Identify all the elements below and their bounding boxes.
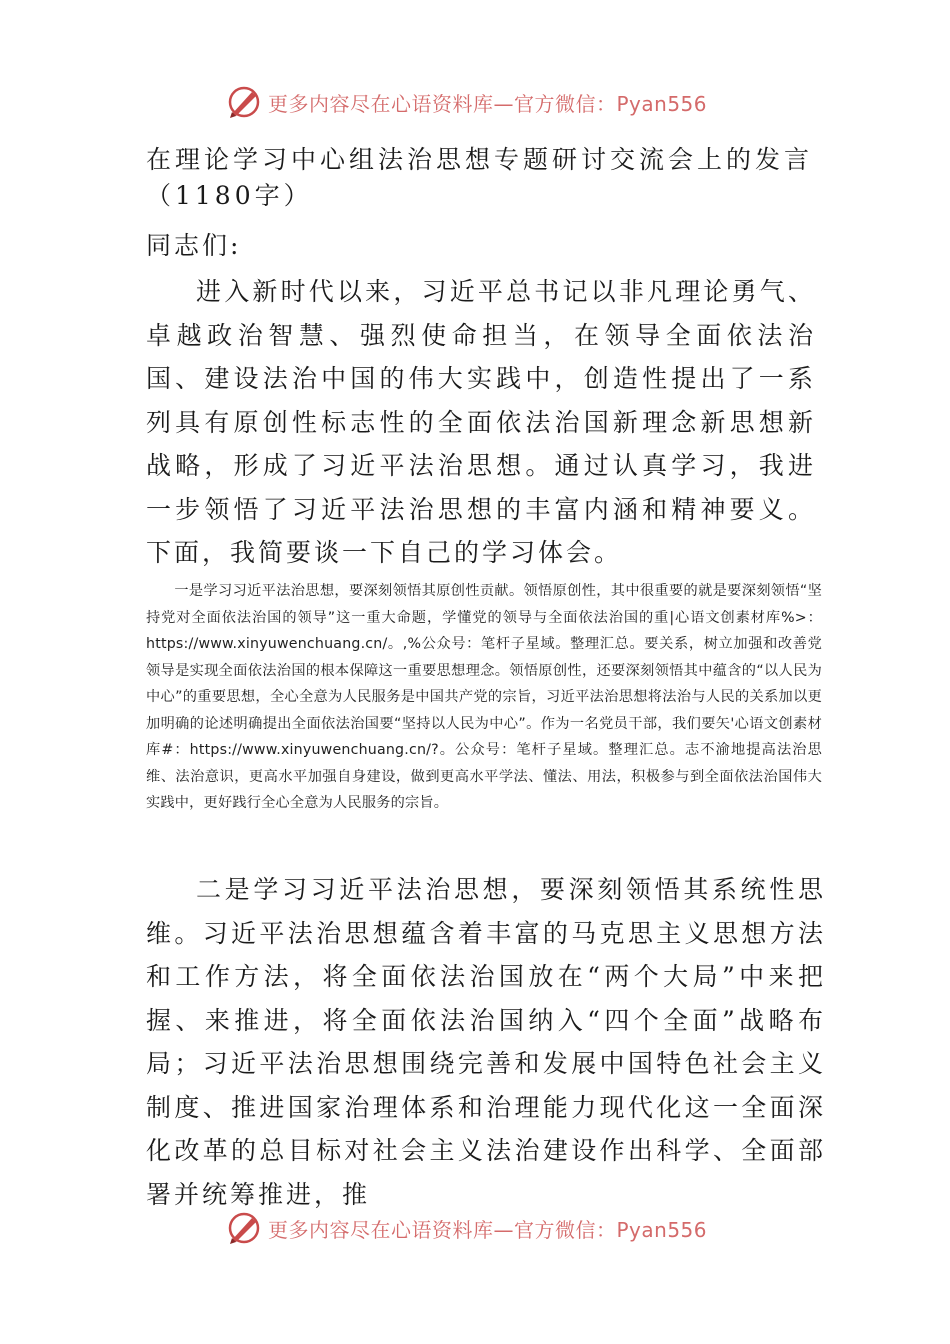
paragraph-point-two: 二是学习习近平法治思想，要深刻领悟其系统性思维。习近平法治思想蕴含着丰富的马克思主义思想方法和工作方法，将全面依法治国放在“两个大局”中来把握、来推进，将全面依法治国纳入“四个全面”战略布局；习近平法治思想围绕完善和发展中国特色社会主义制度、推进国家治理体系和治理能力现代化这一全面深化改革的总目标对社会主义法治建设作出科学、全面部署并统筹推进，推 [146, 875, 826, 1209]
header-banner [226, 84, 726, 120]
paragraph-point-one: 一是学习习近平法治思想，要深刻领悟其原创性贡献。领悟原创性，其中很重要的就是要深刻领悟“坚持党对全面依法治国的领导”这一重大命题，学懂党的领导与全面依法治国的重|心语文创素材库%>：https://www.xinyuwenchuang.cn/。,%公众号：笔杆子星域。整理汇总。要关系，树立加强和改善党领导是实现全面依法治国的根本保障这一重要思想理念。领悟原创性，还要深刻领悟其中蕴含的“以人民为中心”的重要思想，全心全意为人民服务是中国共产党的宗旨，习近平法治思想将法治与人民的关系加以更加明确的论述明确提出全面依法治国要“坚持以人民为中心”。作为一名党员干部，我们要矢'心语文创素材库#：https://www.xinyuwenchuang.cn/?。公众号：笔杆子星域。整理汇总。志不渝地提高法治思维、法治意识，更高水平加强自身建设，做到更高水平学法、懂法、用法，积极参与到全面依法治国伟大实践中，更好践行全心全意为人民服务的宗旨。 [146, 583, 822, 811]
pen-logo-icon [226, 1210, 262, 1246]
header-banner-text: 更多内容尽在心语资料库—官方微信：Pyan556 [268, 91, 708, 116]
paragraph-intro: 进入新时代以来，习近平总书记以非凡理论勇气、卓越政治智慧、强烈使命担当，在领导全面依法治国、建设法治中国的伟大实践中，创造性提出了一系列具有原创性标志性的全面依法治国新理念新思想新战略，形成了习近平法治思想。通过认真学习，我进一步领悟了习近平法治思想的丰富内涵和精神要义。下面，我简要谈一下自己的学习体会。 [146, 277, 816, 567]
footer-banner [226, 1210, 726, 1246]
pen-logo-icon [226, 84, 262, 120]
footer-banner-text: 更多内容尽在心语资料库—官方微信：Pyan556 [268, 1217, 708, 1242]
document-title: 在理论学习中心组法治思想专题研讨交流会上的发言（1180字） [146, 145, 814, 210]
salutation: 同志们: [146, 231, 242, 260]
